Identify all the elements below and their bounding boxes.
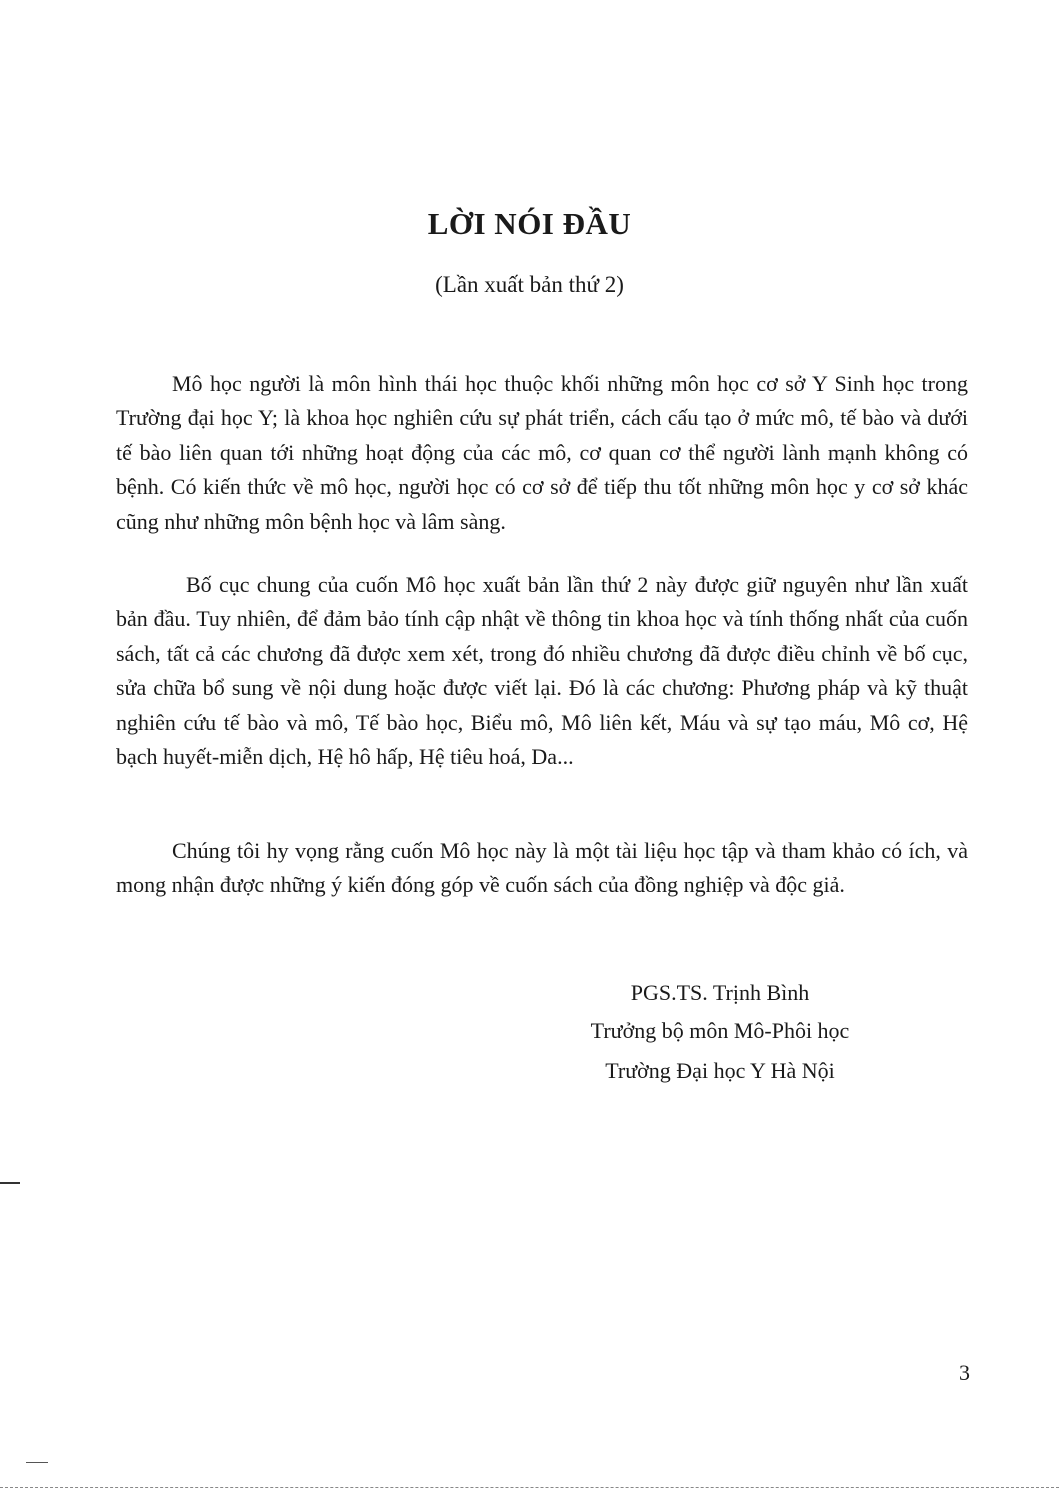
page-number: 3 — [959, 1360, 970, 1385]
signature-institution: Trường Đại học Y Hà Nội — [605, 1058, 835, 1083]
scan-margin-mark — [26, 1462, 48, 1463]
scan-margin-mark — [0, 1182, 20, 1184]
paragraph-3: Chúng tôi hy vọng rằng cuốn Mô học này là một tài liệu học tập và tham khảo có ích, và mong nhận được những ý kiến đóng góp về cuốn sách của đồng nghiệp và độc giả. — [116, 838, 968, 898]
signature-position: Trưởng bộ môn Mô-Phôi học — [590, 1018, 850, 1043]
page-title: LỜI NÓI ĐẦU — [427, 206, 632, 241]
paragraph-2: Bố cục chung của cuốn Mô học xuất bản lần thứ 2 này được giữ nguyên như lần xuất bản đầu. Tuy nhiên, để đảm bảo tính cập nhật về thông tin khoa học và tính thống nhất của cuốn sách, tất cả các chương đã được xem xét, trong đó nhiều chương đã được điều chỉnh về bố cục, sửa chữa bổ sung về nội dung hoặc được viết lại. Đó là các chương: Phương pháp và kỹ thuật nghiên cứu tế bào và mô, Tế bào học, Biểu mô, Mô liên kết, Máu và sự tạo máu, Mô cơ, Hệ bạch huyết-miễn dịch, Hệ hô hấp, Hệ tiêu hoá, Da... — [116, 572, 968, 770]
paragraph-1: Mô học người là môn hình thái học thuộc khối những môn học cơ sở Y Sinh học trong Trường đại học Y; là khoa học nghiên cứu sự phát triển, cách cấu tạo ở mức mô, tế bào và dưới tế bào liên quan tới những hoạt động của các mô, cơ quan cơ thể người lành mạnh không có bệnh. Có kiến thức về mô học, người học có cơ sở để tiếp thu tốt những môn học y cơ sở khác cũng như những môn bệnh học và lâm sàng. — [116, 371, 968, 534]
scan-bottom-edge — [0, 1487, 1059, 1488]
page-subtitle: (Lần xuất bản thứ 2) — [435, 272, 624, 297]
signature-name: PGS.TS. Trịnh Bình — [630, 980, 810, 1005]
